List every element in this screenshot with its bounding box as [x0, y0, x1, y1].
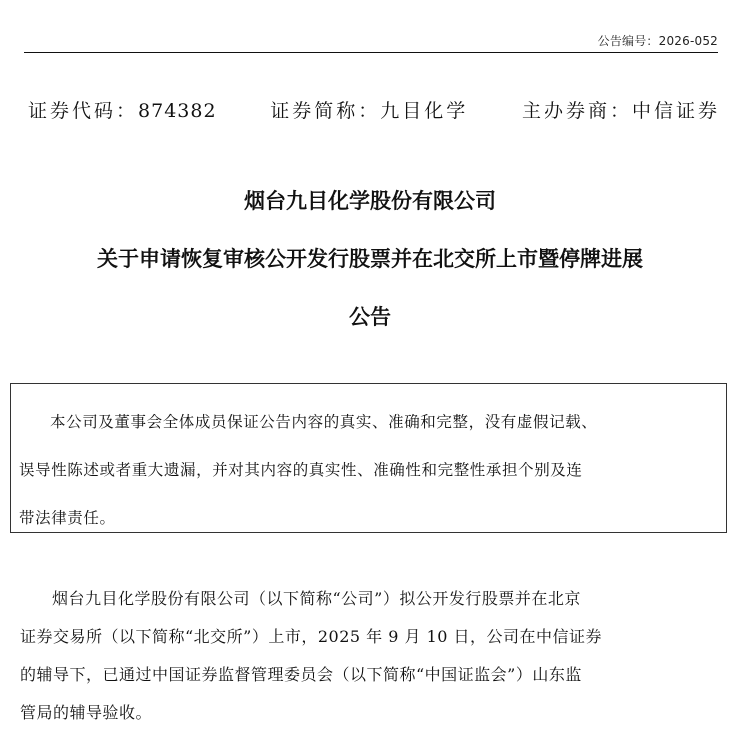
- security-code-value: 874382: [138, 100, 217, 122]
- title-subject: 关于申请恢复审核公开发行股票并在北交所上市暨停牌进展: [97, 247, 643, 271]
- security-meta-line: [28, 96, 720, 123]
- statement-line-1: 本公司及董事会全体成员保证公告内容的真实、准确和完整，没有虚假记载、: [50, 413, 598, 431]
- board-statement-box: [10, 383, 727, 533]
- header-divider: [24, 52, 718, 53]
- sponsor-broker-label: 主办券商：: [521, 100, 632, 122]
- title-announcement: 公告: [349, 305, 391, 329]
- body-line-1: 烟台九目化学股份有限公司（以下简称“公司”）拟公开发行股票并在北京: [52, 589, 581, 608]
- body-paragraph: [20, 580, 724, 732]
- body-line-3: 的辅导下，已通过中国证券监督管理委员会（以下简称“中国证监会”）山东监: [20, 665, 582, 684]
- body-line-2: 证券交易所（以下简称“北交所”）上市，2025 年 9 月 10 日，公司在中信证券: [20, 627, 603, 646]
- document-title: [0, 188, 740, 362]
- statement-line-2: 误导性陈述或者重大遗漏，并对其内容的真实性、准确性和完整性承担个别及连: [19, 461, 583, 479]
- sponsor-broker-value: 中信证券: [631, 100, 720, 122]
- security-short-name-label: 证券简称：: [270, 100, 381, 122]
- security-short-name-value: 九目化学: [380, 100, 469, 122]
- title-company: 烟台九目化学股份有限公司: [244, 189, 496, 213]
- security-code: [28, 96, 217, 123]
- statement-line-3: 带法律责任。: [19, 509, 116, 527]
- sponsor-broker: [522, 96, 720, 123]
- security-short-name: [270, 96, 468, 123]
- security-code-label: 证券代码：: [28, 100, 139, 122]
- body-line-4: 管局的辅导验收。: [20, 703, 153, 722]
- announcement-number: 公告编号：2026-052: [597, 34, 718, 48]
